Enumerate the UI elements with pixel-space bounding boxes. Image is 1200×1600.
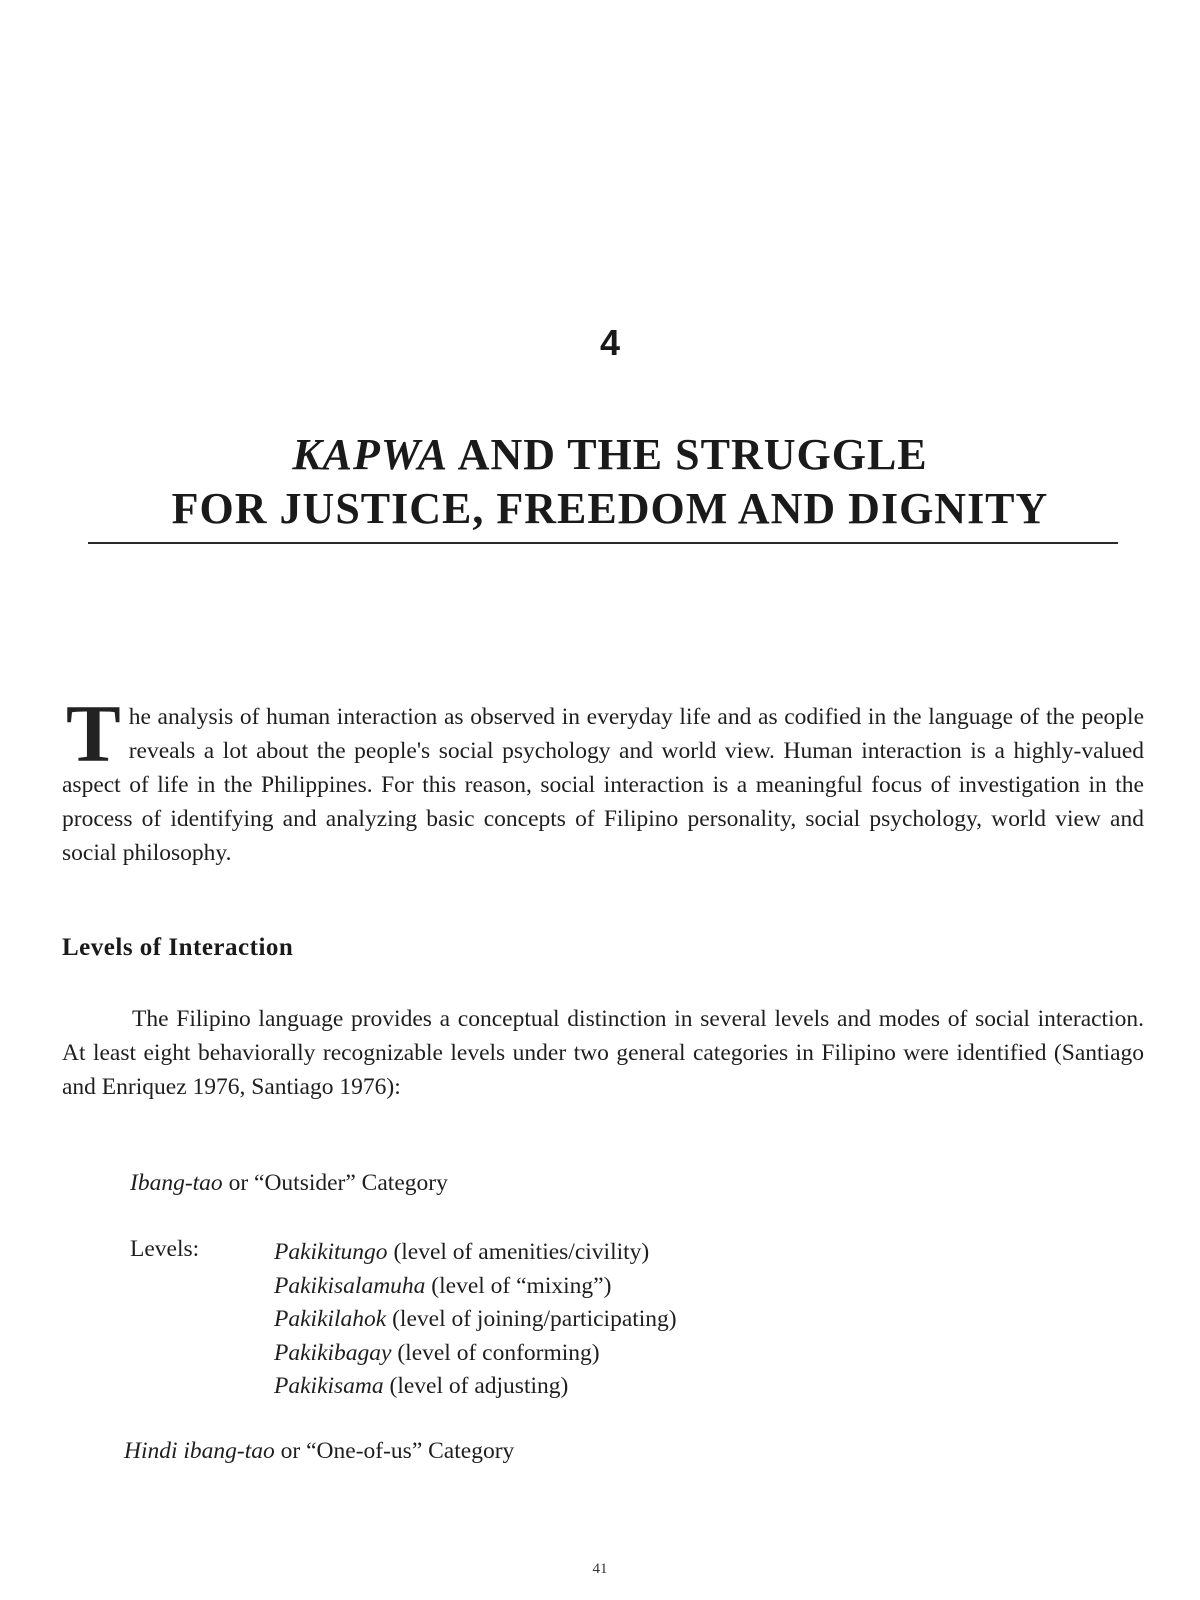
levels-label: Levels: — [130, 1236, 200, 1262]
chapter-number: 4 — [599, 322, 621, 363]
chapter-title-line-1 — [0, 428, 1200, 482]
level-item — [274, 1337, 677, 1371]
level-term: Pakikibagay — [274, 1339, 392, 1366]
page-number: 41 — [592, 1561, 608, 1577]
outsider-category-rest: or “Outsider” Category — [222, 1170, 448, 1196]
intro-paragraph — [62, 688, 1144, 870]
title-divider — [88, 542, 1118, 544]
outsider-category-line — [130, 1170, 448, 1197]
level-description: (level of “mixing”) — [425, 1272, 612, 1299]
level-description: (level of conforming) — [391, 1339, 600, 1366]
level-item — [274, 1270, 677, 1304]
level-description: (level of adjusting) — [383, 1373, 569, 1399]
chapter-title-line-2: FOR JUSTICE, FREEDOM AND DIGNITY — [171, 484, 1049, 533]
section-heading: Levels of Interaction — [62, 934, 294, 961]
chapter-title — [0, 428, 1200, 536]
level-item — [274, 1236, 677, 1270]
insider-category-rest: or “One-of-us” Category — [274, 1438, 515, 1464]
level-item — [274, 1370, 677, 1404]
level-item — [274, 1303, 677, 1337]
section-paragraph: The Filipino language provides a conceptual distinction in several levels and modes of social interaction. At least eight behaviorally recognizable levels under two general categories in Filipino were identified (Santiago and Enriquez 1976, Santiago 1976): — [62, 1006, 1144, 1100]
insider-category-term: Hindi ibang-tao — [124, 1438, 275, 1464]
level-term: Pakikisama — [274, 1373, 384, 1399]
level-description: (level of joining/participating) — [386, 1306, 677, 1332]
intro-text: he analysis of human interaction as observed in everyday life and as codified in the language of the people reveals a lot about the people's social psychology and world view. Human interaction is a highly-valued aspect of life in the Philippines. For this reason, social interaction is a meaningful focus of investigation in the process of identifying and analyzing basic concepts of Filipino personality, social psychology, world view and social philosophy. — [62, 704, 1144, 866]
level-term: Pakikilahok — [274, 1306, 387, 1332]
chapter-title-italic: KAPWA — [292, 430, 449, 479]
level-description: (level of amenities/civility) — [387, 1239, 650, 1265]
insider-category-line — [124, 1438, 514, 1465]
levels-list — [274, 1236, 677, 1404]
level-term: Pakikitungo — [274, 1239, 388, 1265]
level-term: Pakikisalamuha — [274, 1272, 426, 1299]
outsider-category-term: Ibang-tao — [130, 1170, 223, 1196]
drop-cap: T — [66, 688, 121, 779]
chapter-title-line-1-rest: AND THE STRUGGLE — [448, 430, 928, 479]
